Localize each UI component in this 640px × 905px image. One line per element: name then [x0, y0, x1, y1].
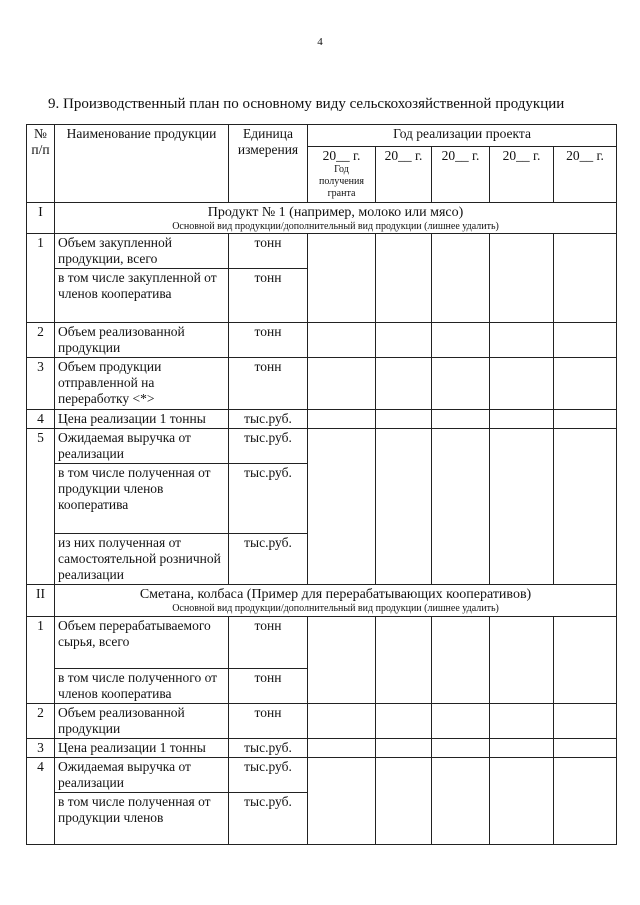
table-row: [27, 534, 617, 585]
section-subtitle: Основной вид продукции/дополнительный вид продукции (лишнее удалить): [172, 221, 499, 232]
row-num: 2: [27, 704, 55, 739]
table-row: [27, 464, 617, 534]
header-unit: Единица измерения: [229, 125, 308, 203]
row-num: 3: [27, 739, 55, 758]
value-cell[interactable]: [376, 704, 432, 739]
value-cell[interactable]: [554, 323, 617, 358]
value-cell[interactable]: [490, 793, 554, 845]
value-cell[interactable]: [376, 323, 432, 358]
value-cell[interactable]: [432, 704, 490, 739]
table-row: [27, 617, 617, 669]
value-cell[interactable]: [432, 429, 490, 464]
row-num: [27, 269, 55, 323]
row-unit: тыс.руб.: [229, 464, 308, 534]
row-num: [27, 669, 55, 704]
section-title: Сметана, колбаса (Пример для перерабатывающих кооперативов): [139, 587, 532, 602]
value-cell[interactable]: [376, 793, 432, 845]
table-row: [27, 739, 617, 758]
value-cell[interactable]: [490, 358, 554, 410]
value-cell[interactable]: [554, 758, 617, 793]
value-cell[interactable]: [432, 793, 490, 845]
value-cell[interactable]: [432, 358, 490, 410]
row-name: в том числе полученная от продукции членов: [55, 793, 229, 845]
header-years-group: Год реализации проекта: [308, 125, 617, 147]
row-num: 1: [27, 234, 55, 269]
row-unit: тонн: [229, 704, 308, 739]
table-row: [27, 793, 617, 845]
value-cell[interactable]: [376, 234, 432, 269]
section-title: Продукт № 1 (например, молоко или мясо): [207, 205, 464, 220]
table-row: [27, 704, 617, 739]
row-name: Объем закупленной продукции, всего: [55, 234, 229, 269]
value-cell[interactable]: [376, 534, 432, 585]
value-cell[interactable]: [490, 429, 554, 464]
row-unit: тонн: [229, 669, 308, 704]
value-cell[interactable]: [376, 758, 432, 793]
header-year-2: 20__ г.: [376, 147, 432, 203]
row-unit: тыс.руб.: [229, 429, 308, 464]
value-cell[interactable]: [554, 464, 617, 534]
header-year-4: 20__ г.: [490, 147, 554, 203]
value-cell[interactable]: [308, 793, 376, 845]
row-name: Цена реализации 1 тонны: [55, 739, 229, 758]
row-num: [27, 793, 55, 845]
row-unit: тонн: [229, 323, 308, 358]
value-cell[interactable]: [432, 234, 490, 269]
value-cell[interactable]: [554, 793, 617, 845]
value-cell[interactable]: [490, 704, 554, 739]
row-name: из них полученная от самостоятельной розничной реализации: [55, 534, 229, 585]
value-cell[interactable]: [376, 669, 432, 704]
row-unit: тыс.руб.: [229, 410, 308, 429]
row-name: Ожидаемая выручка от реализации: [55, 429, 229, 464]
header-name: Наименование продукции: [55, 125, 229, 203]
row-num: 4: [27, 410, 55, 429]
value-cell[interactable]: [554, 410, 617, 429]
value-cell[interactable]: [490, 669, 554, 704]
value-cell[interactable]: [308, 410, 376, 429]
value-cell[interactable]: [554, 739, 617, 758]
value-cell[interactable]: [554, 234, 617, 269]
row-name: Объем реализованной продукции: [55, 323, 229, 358]
value-cell[interactable]: [308, 323, 376, 358]
value-cell[interactable]: [376, 358, 432, 410]
value-cell[interactable]: [376, 464, 432, 534]
page-number: 4: [317, 36, 323, 48]
table-row: [27, 234, 617, 269]
row-unit: тонн: [229, 617, 308, 669]
header-num: № п/п: [27, 125, 55, 203]
value-cell[interactable]: [308, 704, 376, 739]
value-cell[interactable]: [308, 429, 376, 464]
value-cell[interactable]: [554, 617, 617, 669]
header-year-1: [308, 147, 376, 203]
table-row: [27, 323, 617, 358]
value-cell[interactable]: [432, 617, 490, 669]
value-cell[interactable]: [308, 534, 376, 585]
table-row: [27, 358, 617, 410]
section-heading: 9. Производственный план по основному виду сельскохозяйственной продукции: [48, 96, 565, 112]
value-cell[interactable]: [376, 269, 432, 323]
value-cell[interactable]: [554, 269, 617, 323]
value-cell[interactable]: [432, 464, 490, 534]
value-cell[interactable]: [308, 617, 376, 669]
row-num: [27, 534, 55, 585]
row-name: Объем продукции отправленной на переработку <*>: [55, 358, 229, 410]
value-cell[interactable]: [432, 758, 490, 793]
row-name: в том числе закупленной от членов кооператива: [55, 269, 229, 323]
row-num: 4: [27, 758, 55, 793]
row-name: Объем реализованной продукции: [55, 704, 229, 739]
row-unit: тонн: [229, 358, 308, 410]
row-unit: тыс.руб.: [229, 739, 308, 758]
row-num: 3: [27, 358, 55, 410]
row-unit: тонн: [229, 269, 308, 323]
value-cell[interactable]: [554, 429, 617, 464]
section-title-cell: [55, 585, 617, 617]
value-cell[interactable]: [554, 704, 617, 739]
value-cell[interactable]: [376, 410, 432, 429]
value-cell[interactable]: [432, 534, 490, 585]
value-cell[interactable]: [490, 234, 554, 269]
row-num: 1: [27, 617, 55, 669]
value-cell[interactable]: [490, 534, 554, 585]
value-cell[interactable]: [432, 323, 490, 358]
row-name: Ожидаемая выручка от реализации: [55, 758, 229, 793]
section-number: I: [27, 203, 55, 234]
section-subtitle: Основной вид продукции/дополнительный вид продукции (лишнее удалить): [172, 603, 499, 614]
table-row: [27, 269, 617, 323]
row-unit: тонн: [229, 234, 308, 269]
value-cell[interactable]: [308, 234, 376, 269]
row-unit: тыс.руб.: [229, 793, 308, 845]
value-cell[interactable]: [308, 669, 376, 704]
row-name: Цена реализации 1 тонны: [55, 410, 229, 429]
value-cell[interactable]: [308, 739, 376, 758]
value-cell[interactable]: [490, 617, 554, 669]
header-year-5: 20__ г.: [554, 147, 617, 203]
year-label: 20__ г.: [322, 148, 361, 163]
row-name: в том числе полученная от продукции членов кооператива: [55, 464, 229, 534]
value-cell[interactable]: [490, 758, 554, 793]
value-cell[interactable]: [432, 739, 490, 758]
row-num: 5: [27, 429, 55, 464]
value-cell[interactable]: [490, 739, 554, 758]
value-cell[interactable]: [554, 358, 617, 410]
value-cell[interactable]: [432, 410, 490, 429]
value-cell[interactable]: [554, 669, 617, 704]
row-name: Объем перерабатываемого сырья, всего: [55, 617, 229, 669]
value-cell[interactable]: [308, 464, 376, 534]
value-cell[interactable]: [376, 617, 432, 669]
header-year-3: 20__ г.: [432, 147, 490, 203]
value-cell[interactable]: [432, 669, 490, 704]
section-title-cell: [55, 203, 617, 234]
table-row: [27, 669, 617, 704]
value-cell[interactable]: [490, 410, 554, 429]
row-name: в том числе полученного от членов кооператива: [55, 669, 229, 704]
value-cell[interactable]: [308, 758, 376, 793]
value-cell[interactable]: [376, 739, 432, 758]
grant-year-note: Год получения гранта: [319, 164, 364, 199]
row-unit: тыс.руб.: [229, 758, 308, 793]
section-number: II: [27, 585, 55, 617]
value-cell[interactable]: [376, 429, 432, 464]
row-num: 2: [27, 323, 55, 358]
row-num: [27, 464, 55, 534]
value-cell[interactable]: [432, 269, 490, 323]
value-cell[interactable]: [308, 269, 376, 323]
table-row: [27, 758, 617, 793]
value-cell[interactable]: [490, 269, 554, 323]
value-cell[interactable]: [490, 464, 554, 534]
value-cell[interactable]: [308, 358, 376, 410]
row-unit: тыс.руб.: [229, 534, 308, 585]
table-row: [27, 410, 617, 429]
value-cell[interactable]: [554, 534, 617, 585]
value-cell[interactable]: [490, 323, 554, 358]
table-row: [27, 429, 617, 464]
production-plan-table: [26, 124, 617, 845]
